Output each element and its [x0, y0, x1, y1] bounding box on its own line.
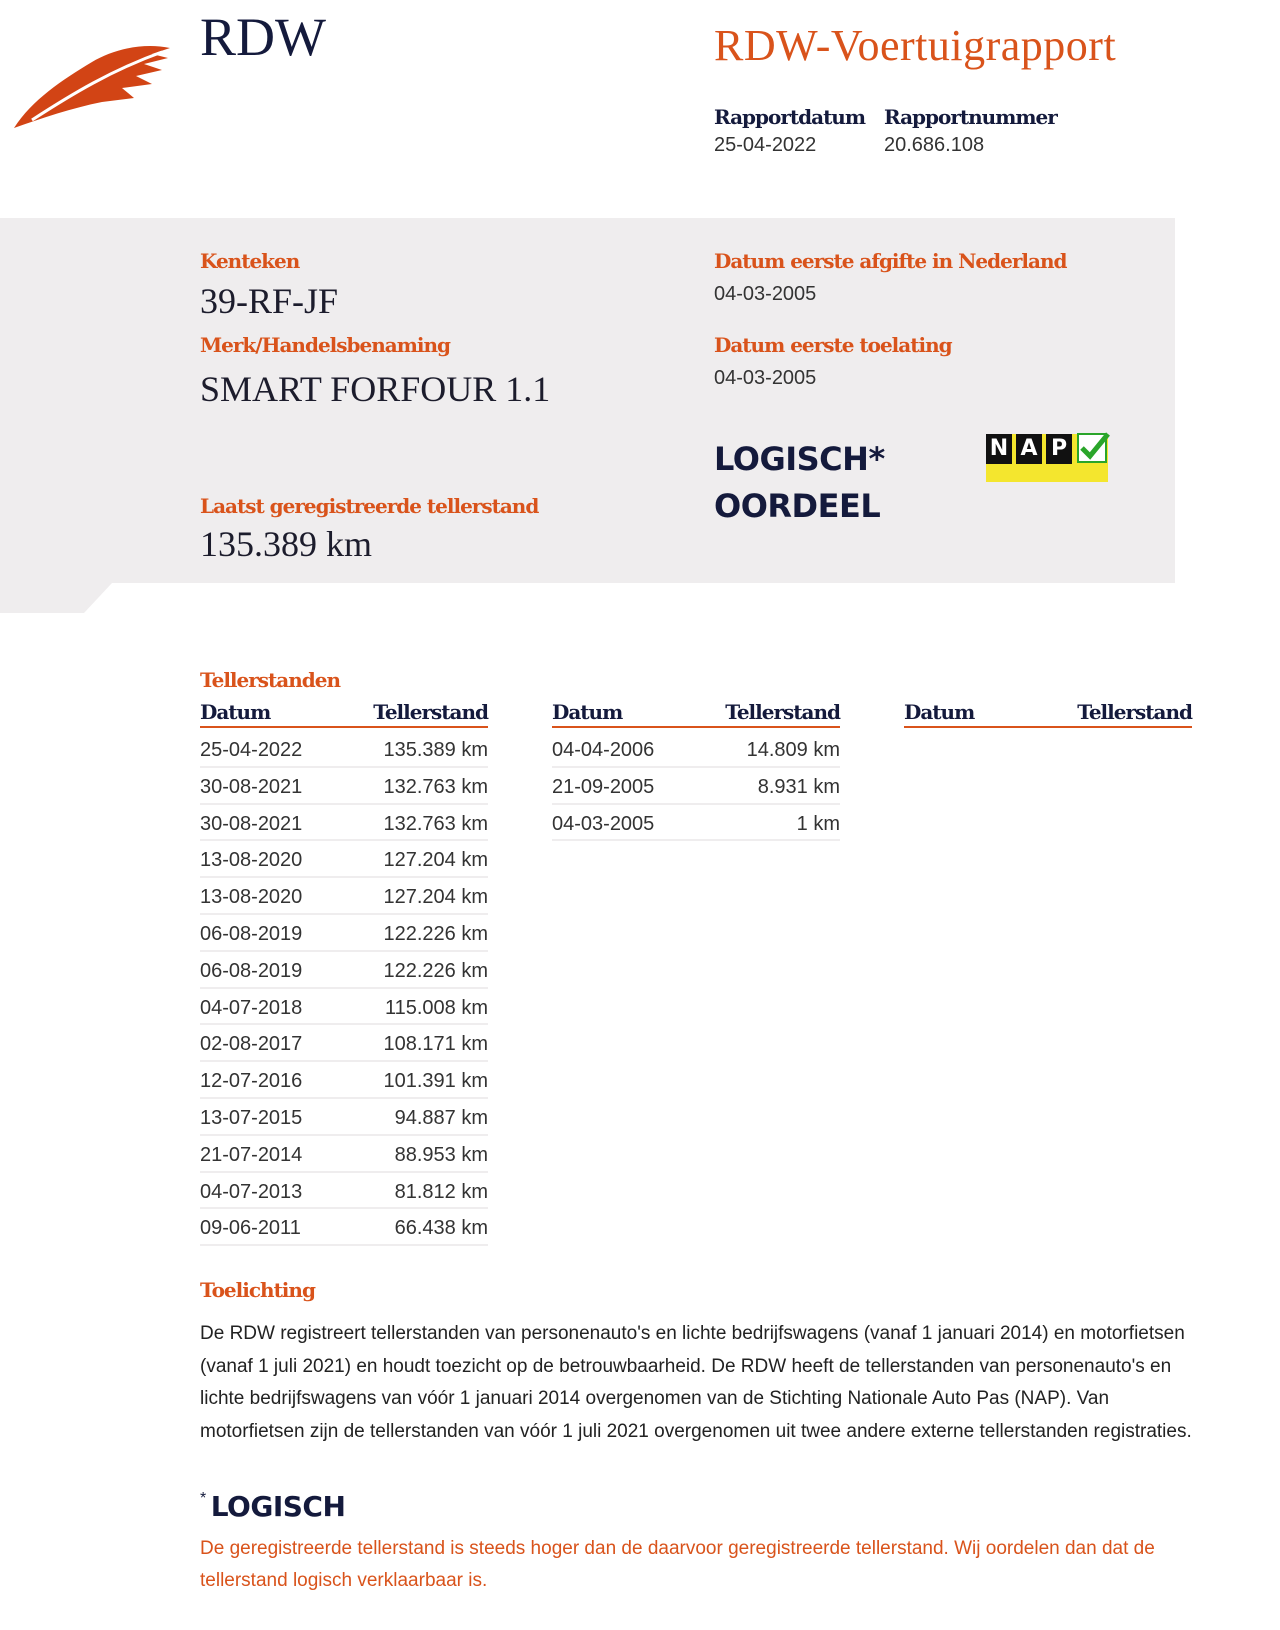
- date-header: Datum: [904, 700, 975, 724]
- km-header: Tellerstand: [373, 700, 488, 724]
- plate-label: Kenteken: [200, 249, 300, 273]
- table-row: [200, 805, 488, 842]
- table-row: [200, 1099, 488, 1136]
- report-date-label: Rapportdatum: [714, 105, 866, 129]
- km-header: Tellerstand: [725, 700, 840, 724]
- first-issue-nl-date: 04-03-2005: [714, 283, 817, 305]
- report-date: 25-04-2022: [714, 134, 817, 156]
- explanation-text: De RDW registreert tellerstanden van personenauto's en lichte bedrijfswagens (vanaf 1 januari 2014) en motorfietsen (vanaf 1 juli 2021) en houdt toezicht op de betrouwbaarheid. De RDW heeft de tellerstanden van personenauto's en lichte bedrijfswagens van vóór 1 januari 2014 overgenomen van de Stichting Nationale Auto Pas (NAP). Van motorfietsen zijn de tellerstanden van vóór 1 juli 2021 overgenomen uit twee andere externe tellerstanden registraties.: [200, 1323, 1192, 1442]
- reading-km: 132.763 km: [383, 775, 488, 798]
- reading-date: 06-08-2019: [200, 959, 303, 982]
- reading-km: 94.887 km: [394, 1106, 488, 1129]
- reading-km: 127.204 km: [383, 886, 488, 909]
- report-title: RDW-Voertuigrapport: [714, 21, 1117, 70]
- table-row: [200, 1062, 488, 1099]
- date-header: Datum: [200, 700, 271, 724]
- nap-letter-a: A: [1016, 434, 1042, 464]
- reading-date: 21-09-2005: [552, 775, 655, 798]
- rdw-leaf-icon: [12, 40, 174, 132]
- km-header: Tellerstand: [1077, 700, 1192, 724]
- reading-km: 101.391 km: [383, 1070, 488, 1093]
- table-row: [552, 805, 840, 842]
- footnote-text: De geregistreerde tellerstand is steeds hoger dan de daarvoor geregistreerde tellerstand. Wij oordelen dan dat de tellerstand logisch verklaarbaar is.: [200, 1538, 1155, 1591]
- vehicle-make: SMART FORFOUR 1.1: [200, 369, 551, 409]
- license-plate: 39-RF-JF: [200, 281, 339, 321]
- first-admission-label: Datum eerste toelating: [714, 333, 952, 357]
- table-row: [200, 878, 488, 915]
- nap-letter-n: N: [986, 434, 1012, 464]
- reading-date: 21-07-2014: [200, 1143, 303, 1166]
- table-row: [552, 731, 840, 768]
- odometer-column-1: [200, 731, 488, 1246]
- reading-km: 122.226 km: [383, 922, 488, 945]
- vehicle-panel-tail: [0, 583, 112, 613]
- report-number-label: Rapportnummer: [884, 105, 1057, 129]
- footnote-heading: [200, 1490, 345, 1523]
- make-label: Merk/Handelsbenaming: [200, 333, 451, 357]
- rdw-logo: [12, 40, 174, 137]
- first-issue-nl-label: Datum eerste afgifte in Nederland: [714, 249, 1067, 273]
- reading-date: 12-07-2016: [200, 1070, 303, 1093]
- reading-km: 115.008 km: [384, 996, 488, 1019]
- last-odometer-value: 135.389 km: [200, 524, 373, 564]
- reading-km: 14.809 km: [746, 739, 840, 761]
- reading-km: 108.171 km: [383, 1033, 488, 1056]
- date-header: Datum: [552, 700, 623, 724]
- reading-km: 1 km: [796, 812, 840, 835]
- column3-header: [904, 700, 1192, 728]
- table-row: [200, 1173, 488, 1210]
- odometer-column-2: [552, 731, 840, 841]
- reading-date: 04-07-2018: [200, 996, 303, 1019]
- reading-km: 81.812 km: [394, 1180, 488, 1203]
- reading-date: 04-03-2005: [552, 812, 655, 835]
- nap-letter-p: P: [1046, 434, 1072, 464]
- report-number: 20.686.108: [884, 134, 985, 156]
- table-row: [200, 915, 488, 952]
- explanation-label: Toelichting: [200, 1278, 315, 1302]
- judgement-heading: OORDEEL: [714, 487, 881, 525]
- table-row: [200, 989, 488, 1026]
- judgement-status: LOGISCH*: [714, 440, 885, 478]
- reading-date: 02-08-2017: [200, 1033, 303, 1056]
- brand-name: RDW: [200, 7, 326, 67]
- reading-date: 13-07-2015: [200, 1106, 303, 1129]
- reading-date: 30-08-2021: [200, 812, 303, 835]
- table-row: [200, 952, 488, 989]
- odometer-section-label: Tellerstanden: [200, 668, 341, 692]
- reading-date: 13-08-2020: [200, 849, 303, 872]
- table-row: [200, 1025, 488, 1062]
- reading-date: 25-04-2022: [200, 739, 303, 761]
- reading-date: 04-07-2013: [200, 1180, 303, 1203]
- table-row: [200, 731, 488, 768]
- reading-km: 132.763 km: [383, 812, 488, 835]
- reading-km: 122.226 km: [383, 959, 488, 982]
- table-row: [200, 1209, 488, 1246]
- reading-date: 13-08-2020: [200, 886, 303, 909]
- nap-badge: [986, 434, 1108, 482]
- column2-header: [552, 700, 840, 728]
- reading-date: 30-08-2021: [200, 775, 303, 798]
- check-icon: [1076, 430, 1110, 464]
- column1-header: [200, 700, 488, 728]
- reading-km: 127.204 km: [383, 849, 488, 872]
- table-row: [200, 1136, 488, 1173]
- reading-km: 66.438 km: [394, 1217, 488, 1240]
- footnote-mark: *: [200, 1490, 207, 1507]
- reading-km: 8.931 km: [757, 775, 840, 798]
- table-row: [552, 768, 840, 805]
- table-row: [200, 841, 488, 878]
- last-odometer-label: Laatst geregistreerde tellerstand: [200, 494, 539, 518]
- table-row: [200, 768, 488, 805]
- reading-date: 04-04-2006: [552, 739, 655, 761]
- first-admission-date: 04-03-2005: [714, 367, 817, 389]
- reading-date: 09-06-2011: [200, 1217, 301, 1240]
- reading-km: 88.953 km: [394, 1143, 488, 1166]
- reading-date: 06-08-2019: [200, 922, 303, 945]
- footnote-title: LOGISCH: [210, 1490, 346, 1523]
- reading-km: 135.389 km: [383, 739, 488, 761]
